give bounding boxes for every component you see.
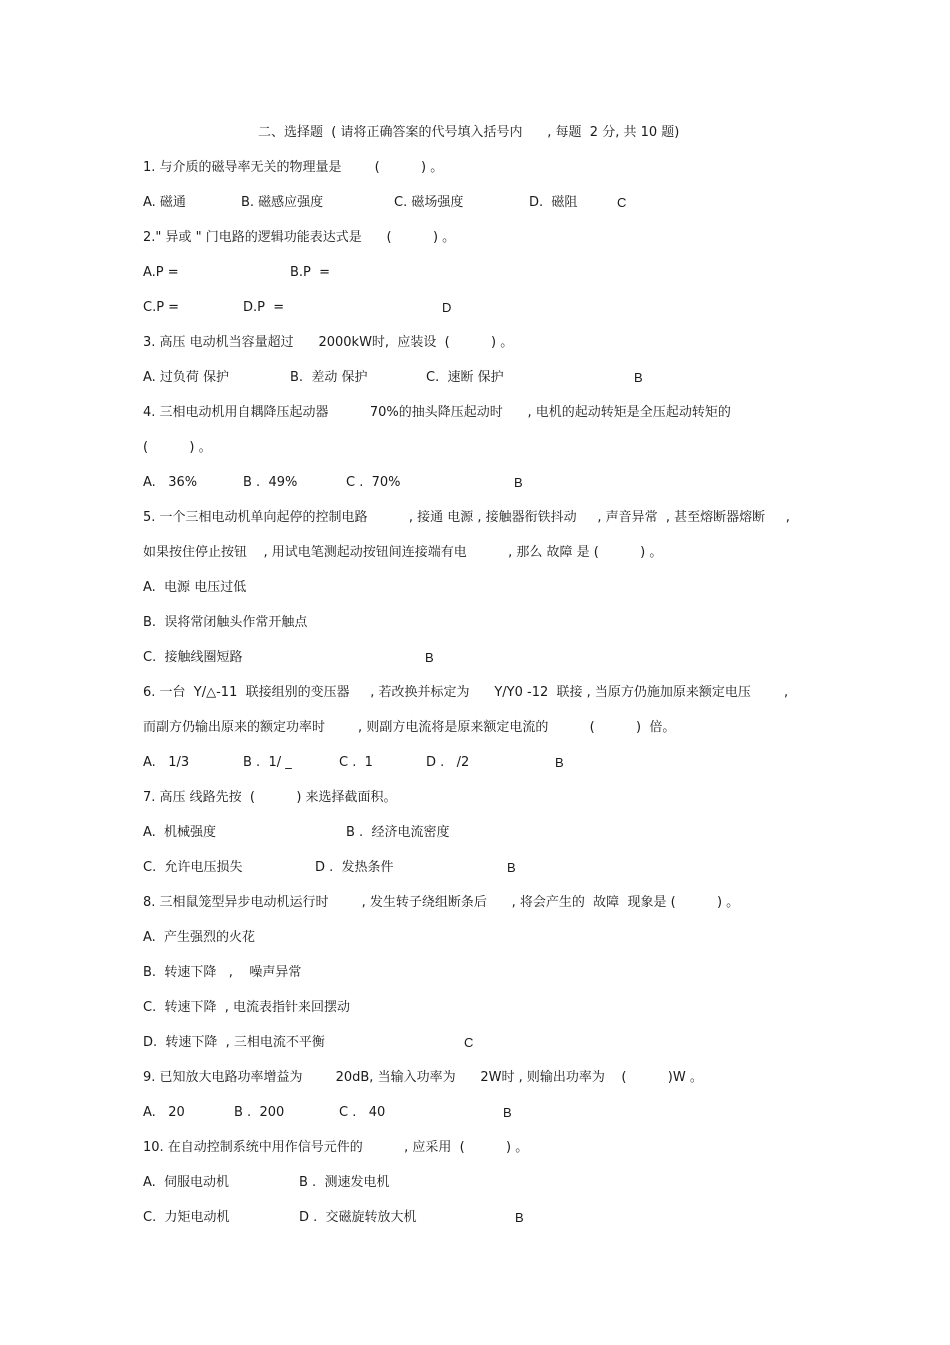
question-text: A. 伺服电动机 (143, 1175, 230, 1190)
question-text: B . 经济电流密度 (346, 825, 450, 840)
answer-key: B (503, 1105, 512, 1120)
question-text: 如果按住停止按钮 , 用试电笔测起动按钮间连接端有电 , 那么 故障 是 ( ) 。 (143, 545, 663, 560)
question-text: C. 力矩电动机 (143, 1210, 230, 1225)
question-text: D.P = (243, 300, 285, 315)
question-text: 1. 与介质的磁导率无关的物理量是 ( ) 。 (143, 160, 444, 175)
answer-key: B (555, 755, 564, 770)
question-text: D. 转速下降 , 三相电流不平衡 (143, 1035, 325, 1050)
answer-key: B (507, 860, 516, 875)
question-text: B. 差动 保护 (290, 370, 368, 385)
answer-key: C (464, 1035, 474, 1050)
question-text: A. 电源 电压过低 (143, 580, 247, 595)
question-text: C . 40 (339, 1105, 386, 1120)
answer-key: D (442, 300, 452, 315)
question-text: B. 磁感应强度 (241, 195, 324, 210)
question-text: 2." 异或 " 门电路的逻辑功能表达式是 ( ) 。 (143, 230, 456, 245)
answer-key: B (515, 1210, 524, 1225)
question-text: B . 49% (243, 475, 298, 490)
question-text: B . 200 (234, 1105, 285, 1120)
answer-key: B (425, 650, 434, 665)
question-text: A. 1/3 (143, 755, 190, 770)
question-text: C. 接触线圈短路 (143, 650, 243, 665)
question-text: 3. 高压 电动机当容量超过 2000kW时, 应装设 ( ) 。 (143, 335, 514, 350)
question-text: C. 允许电压损失 (143, 860, 243, 875)
question-text: A. 磁通 (143, 195, 186, 210)
question-text: D . /2 (426, 755, 470, 770)
question-text: A. 机械强度 (143, 825, 217, 840)
question-text: 5. 一个三相电动机单向起停的控制电路 , 接通 电源 , 接触器衔铁抖动 , 声音异常 , 甚至熔断器熔断 , (143, 510, 790, 525)
question-text: ( ) 。 (143, 440, 212, 455)
question-text: 7. 高压 线路先按 ( ) 来选择截面积。 (143, 790, 397, 805)
question-text: 6. 一台 Y/△-11 联接组别的变压器 , 若改换并标定为 Y/Y0 -12 联接 , 当原方仍施加原来额定电压 , (143, 685, 789, 700)
question-text: B. 误将常闭触头作常开触点 (143, 615, 308, 630)
question-text: B. 转速下降 , 噪声异常 (143, 965, 302, 980)
question-text: D . 交磁旋转放大机 (299, 1210, 417, 1225)
question-text: C.P = (143, 300, 180, 315)
question-text: B . 测速发电机 (299, 1175, 390, 1190)
question-text: A. 36% (143, 475, 198, 490)
question-text: D . 发热条件 (315, 860, 394, 875)
question-text: 9. 已知放大电路功率增益为 20dB, 当输入功率为 2W时 , 则输出功率为 ( )W 。 (143, 1070, 703, 1085)
answer-key: B (514, 475, 523, 490)
question-text: 10. 在自动控制系统中用作信号元件的 , 应采用 ( ) 。 (143, 1140, 529, 1155)
question-text: A.P = (143, 265, 179, 280)
question-text: C . 1 (339, 755, 373, 770)
question-text: 4. 三相电动机用自耦降压起动器 70%的抽头降压起动时 , 电机的起动转矩是全压起动转矩的 (143, 405, 731, 420)
question-text: B . 1/ _ (243, 755, 292, 770)
question-text: A. 产生强烈的火花 (143, 930, 256, 945)
question-text: C . 70% (346, 475, 401, 490)
question-text: B.P = (290, 265, 331, 280)
answer-key: B (634, 370, 643, 385)
question-text: D. 磁阻 (529, 195, 578, 210)
section-title: 二、选择题 ( 请将正确答案的代号填入括号内 , 每题 2 分, 共 10 题) (258, 125, 680, 140)
answer-key: C (617, 195, 627, 210)
question-text: 而副方仍输出原来的额定功率时 , 则副方电流将是原来额定电流的 ( ) 倍。 (143, 720, 676, 735)
question-text: 8. 三相鼠笼型异步电动机运行时 , 发生转子绕组断条后 , 将会产生的 故障 现象是 ( ) 。 (143, 895, 740, 910)
question-text: A. 20 (143, 1105, 185, 1120)
question-text: C. 磁场强度 (394, 195, 464, 210)
question-text: C. 速断 保护 (426, 370, 504, 385)
question-text: C. 转速下降 , 电流表指针来回摆动 (143, 1000, 351, 1015)
question-text: A. 过负荷 保护 (143, 370, 230, 385)
